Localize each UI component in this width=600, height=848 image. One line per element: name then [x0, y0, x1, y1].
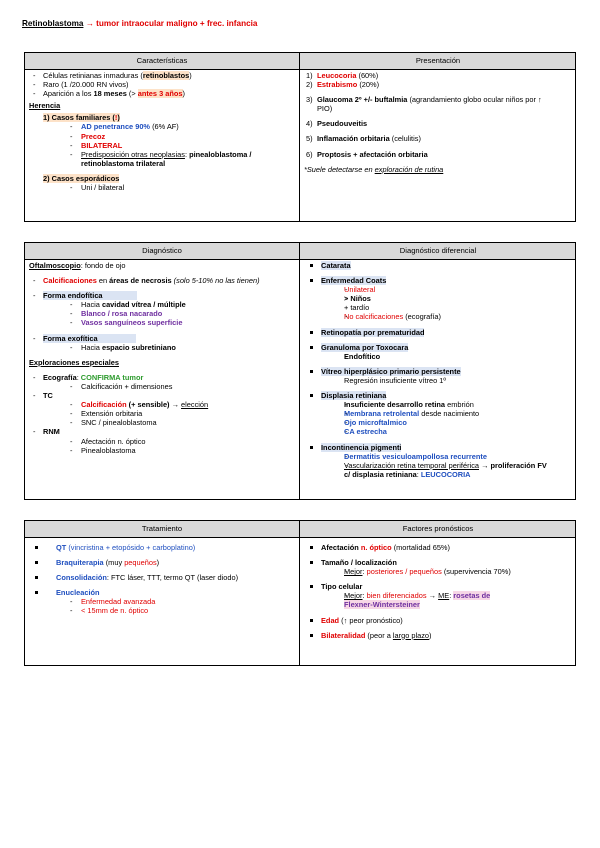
list-item: - Enfermedad avanzada — [29, 597, 295, 606]
list-item: - No calcificaciones (ecografía) — [304, 312, 571, 321]
list-item: - Calcificación + dimensiones — [29, 382, 295, 391]
list-item-cont: c/ displasia retiniana: LEUCOCORIA — [344, 469, 471, 479]
list-item: QT (vincristina + etopósido + carboplatino) — [29, 543, 295, 552]
caracteristicas-column — [25, 69, 299, 221]
header-caracteristicas: Características — [136, 56, 188, 66]
list-item: - Endofítico — [304, 352, 571, 361]
list-item: Afectación n. óptico (mortalidad 65%) — [304, 543, 571, 552]
list-item: - RNM — [29, 427, 295, 436]
list-item: Enfermedad Coats — [304, 276, 571, 285]
list-item: - TC — [29, 391, 295, 400]
list-item: - Blanco / rosa nacarado — [29, 309, 295, 318]
header-presentacion: Presentación — [299, 53, 576, 69]
list-item: - Afectación n. óptico — [29, 437, 295, 446]
title-arrow: → — [83, 19, 97, 28]
tratamiento-column — [25, 537, 299, 665]
list-item: Granuloma por Toxocara — [304, 343, 571, 352]
casos-familiares: 1) Casos familiares (!) — [43, 113, 120, 123]
list-item: Vítreo hiperplásico primario persistente — [304, 367, 571, 376]
list-item: - Unilateral — [304, 285, 571, 294]
list-item-cont: retinoblastoma trilateral — [81, 158, 166, 168]
section-tratamiento — [24, 520, 576, 666]
list-item: - Hacia cavidad vítrea / múltiple — [29, 300, 295, 309]
list-item: Consolidación: FTC láser, TTT, termo QT (laser diodo) — [29, 573, 295, 582]
diagnostico-column — [25, 259, 299, 499]
list-item: - Mejor: bien diferenciados → ME: rosetas de — [304, 591, 571, 600]
list-item: - Mejor: posteriores / pequeños (supervivencia 70%) — [304, 567, 571, 576]
list-item: - Pinealoblastoma — [29, 446, 295, 455]
list-item: - Insuficiente desarrollo retina embrión — [304, 400, 571, 409]
diagnostico-diferencial-column — [299, 259, 575, 499]
list-item: Catarata — [304, 261, 571, 270]
list-item: - BILATERAL — [29, 141, 295, 150]
list-item: 2) Estrabismo (20%) — [306, 80, 380, 90]
casos-esporadicos: 2) Casos esporádicos — [43, 173, 120, 183]
list-item: Retinopatía por prematuridad — [304, 328, 571, 337]
list-item: - Aparición a los 18 meses (> antes 3 años) — [29, 89, 295, 98]
list-item: - > Niños — [304, 294, 571, 303]
section-diagnostico — [24, 242, 576, 500]
list-item: - Calcificaciones en áreas de necrosis (solo 5-10% no las tienen) — [29, 276, 295, 285]
list-item: - Vascularización retina temporal periférica → proliferación FV — [304, 461, 571, 470]
list-item: 5) Inflamación orbitaria (celulitis) — [306, 134, 421, 144]
factores-pronosticos-column — [299, 537, 575, 665]
list-item: - AD penetrance 90% (6% AF) — [29, 122, 295, 131]
list-item: 3) Glaucoma 2º +/- buftalmia (agrandamiento globo ocular niños por ↑ — [306, 95, 542, 105]
list-item: Tipo celular — [304, 582, 571, 591]
section-header — [25, 243, 575, 260]
list-item: - Ecografía: CONFIRMA tumor — [29, 373, 295, 382]
header-diagnostico-diferencial: Diagnóstico diferencial — [299, 243, 576, 259]
list-item: - Vasos sanguíneos superficie — [29, 318, 295, 327]
presentacion-column — [299, 69, 575, 221]
list-item: - Uni / bilateral — [29, 183, 295, 192]
oftalmoscopio: Oftalmoscopio: fondo de ojo — [29, 261, 126, 270]
header-factores-pronosticos: Factores pronósticos — [299, 521, 576, 537]
list-item: 1) Leucocoria (60%) — [306, 71, 379, 80]
section-caracteristicas-presentacion — [24, 52, 576, 222]
list-item-cont: PIO) — [317, 104, 333, 114]
list-item: - Ojo microftalmico — [304, 418, 571, 427]
list-item: - Predisposición otras neoplasias: pinealoblastoma / — [29, 150, 295, 159]
list-item: Enucleación — [29, 588, 295, 597]
list-item-cont: Flexner-Wintersteiner — [344, 600, 420, 610]
list-item: 4) Pseudouveitis — [306, 119, 368, 129]
section-header — [25, 521, 575, 538]
list-item: - Regresión insuficiente vítreo 1º — [304, 376, 571, 385]
exploraciones-heading: Exploraciones especiales — [29, 357, 119, 367]
page-title — [22, 19, 257, 29]
note: *Suele detectarse en exploración de rutina — [304, 164, 444, 174]
list-item: - Células retinianas inmaduras (retinoblastos) — [29, 71, 295, 80]
list-item: - Forma endofítica — [29, 291, 295, 300]
section-header — [25, 53, 575, 70]
list-item: Braquiterapia (muy pequeños) — [29, 558, 295, 567]
list-item: - SNC / pinealoblastoma — [29, 418, 295, 427]
title-main: Retinoblastoma — [22, 19, 84, 28]
list-item: Incontinencia pigmenti — [304, 443, 571, 452]
list-item: 6) Proptosis + afectación orbitaria — [306, 149, 428, 159]
list-item: Edad (↑ peor pronóstico) — [304, 616, 571, 625]
list-item: - CA estrecha — [304, 427, 571, 436]
list-item: - Membrana retrolental desde nacimiento — [304, 409, 571, 418]
list-item: - Hacia espacio subretiniano — [29, 343, 295, 352]
list-item: - Dermatitis vesiculoampollosa recurrente — [304, 452, 571, 461]
header-diagnostico: Diagnóstico — [142, 246, 182, 256]
list-item: - Raro (1 /20.000 RN vivos) — [29, 80, 295, 89]
title-rest: tumor intraocular maligno + frec. infancia — [96, 19, 258, 28]
list-item: - Precoz — [29, 132, 295, 141]
list-item: - + tardío — [304, 303, 571, 312]
list-item: Displasia retiniana — [304, 391, 571, 400]
list-item: - Extensión orbitaria — [29, 409, 295, 418]
list-item: Tamaño / localización — [304, 558, 571, 567]
list-item: - Forma exofítica — [29, 334, 295, 343]
list-item: - < 15mm de n. óptico — [29, 606, 295, 615]
list-item: - Calcificación (+ sensible) → elección — [29, 400, 295, 409]
list-item: Bilateralidad (peor a largo plazo) — [304, 631, 571, 640]
header-tratamiento: Tratamiento — [141, 524, 183, 534]
herencia-heading: Herencia — [29, 101, 61, 111]
